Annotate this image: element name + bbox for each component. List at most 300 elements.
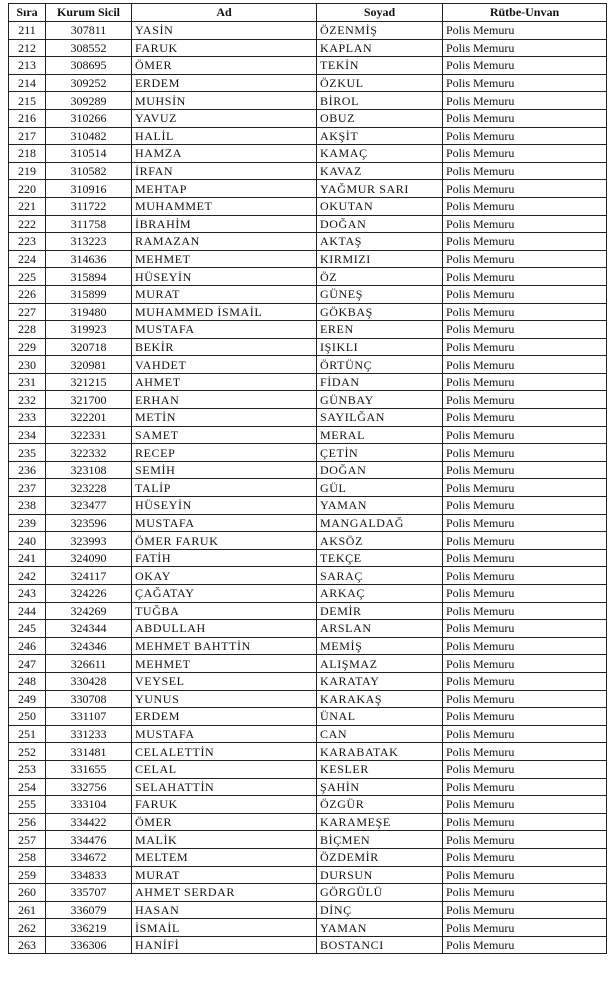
cell-sira: 254 (9, 778, 46, 796)
table-row (9, 338, 607, 356)
table-row (9, 426, 607, 444)
table-row (9, 22, 607, 40)
cell-ad: HANİFİ (132, 936, 317, 954)
cell-soyad: DOĞAN (317, 461, 443, 479)
cell-soyad: BOSTANCI (317, 936, 443, 954)
cell-kurum-sicil: 331107 (46, 708, 132, 726)
cell-rutbe-unvan: Polis Memuru (443, 57, 607, 75)
table-row (9, 602, 607, 620)
cell-sira: 248 (9, 672, 46, 690)
cell-soyad: KIRMIZI (317, 250, 443, 268)
cell-soyad: ARKAÇ (317, 585, 443, 603)
table-row (9, 145, 607, 163)
cell-kurum-sicil: 321700 (46, 391, 132, 409)
table-row (9, 39, 607, 57)
cell-soyad: DURSUN (317, 866, 443, 884)
cell-soyad: AKTAŞ (317, 233, 443, 251)
cell-sira: 262 (9, 919, 46, 937)
document-page (8, 3, 607, 954)
cell-soyad: ARSLAN (317, 620, 443, 638)
cell-kurum-sicil: 334672 (46, 848, 132, 866)
cell-soyad: KARABATAK (317, 743, 443, 761)
cell-ad: SEMİH (132, 461, 317, 479)
cell-rutbe-unvan: Polis Memuru (443, 127, 607, 145)
table-row (9, 180, 607, 198)
cell-soyad: ŞAHİN (317, 778, 443, 796)
cell-kurum-sicil: 324346 (46, 637, 132, 655)
cell-ad: MUHAMMED İSMAİL (132, 303, 317, 321)
cell-soyad: KAMAÇ (317, 145, 443, 163)
table-row (9, 444, 607, 462)
cell-soyad: KESLER (317, 760, 443, 778)
cell-sira: 232 (9, 391, 46, 409)
cell-soyad: GÜNBAY (317, 391, 443, 409)
cell-kurum-sicil: 334422 (46, 813, 132, 831)
cell-rutbe-unvan: Polis Memuru (443, 338, 607, 356)
cell-rutbe-unvan: Polis Memuru (443, 180, 607, 198)
table-row (9, 760, 607, 778)
cell-sira: 234 (9, 426, 46, 444)
cell-rutbe-unvan: Polis Memuru (443, 778, 607, 796)
cell-rutbe-unvan: Polis Memuru (443, 708, 607, 726)
cell-sira: 219 (9, 162, 46, 180)
cell-sira: 212 (9, 39, 46, 57)
cell-kurum-sicil: 323108 (46, 461, 132, 479)
table-row (9, 109, 607, 127)
cell-soyad: YAĞMUR SARI (317, 180, 443, 198)
cell-soyad: DEMİR (317, 602, 443, 620)
cell-soyad: CAN (317, 725, 443, 743)
table-row (9, 391, 607, 409)
table-row (9, 708, 607, 726)
cell-sira: 216 (9, 109, 46, 127)
table-row (9, 549, 607, 567)
cell-kurum-sicil: 313223 (46, 233, 132, 251)
cell-sira: 247 (9, 655, 46, 673)
cell-kurum-sicil: 336219 (46, 919, 132, 937)
table-row (9, 162, 607, 180)
cell-soyad: GÜNEŞ (317, 285, 443, 303)
cell-sira: 215 (9, 92, 46, 110)
cell-rutbe-unvan: Polis Memuru (443, 936, 607, 954)
cell-sira: 259 (9, 866, 46, 884)
table-row (9, 215, 607, 233)
cell-kurum-sicil: 323993 (46, 532, 132, 550)
cell-soyad: AKSÖZ (317, 532, 443, 550)
cell-ad: METİN (132, 409, 317, 427)
cell-sira: 246 (9, 637, 46, 655)
cell-rutbe-unvan: Polis Memuru (443, 391, 607, 409)
cell-ad: ERHAN (132, 391, 317, 409)
cell-sira: 218 (9, 145, 46, 163)
personnel-table (8, 3, 607, 954)
cell-sira: 238 (9, 497, 46, 515)
cell-ad: MUSTAFA (132, 514, 317, 532)
cell-sira: 222 (9, 215, 46, 233)
cell-ad: RAMAZAN (132, 233, 317, 251)
cell-rutbe-unvan: Polis Memuru (443, 796, 607, 814)
cell-ad: MURAT (132, 285, 317, 303)
cell-rutbe-unvan: Polis Memuru (443, 233, 607, 251)
cell-sira: 229 (9, 338, 46, 356)
cell-ad: FARUK (132, 796, 317, 814)
cell-sira: 242 (9, 567, 46, 585)
cell-soyad: ÖZENMİŞ (317, 22, 443, 40)
cell-soyad: DOĞAN (317, 215, 443, 233)
cell-rutbe-unvan: Polis Memuru (443, 268, 607, 286)
cell-ad: VAHDET (132, 356, 317, 374)
table-row (9, 725, 607, 743)
cell-soyad: EREN (317, 321, 443, 339)
table-row (9, 919, 607, 937)
cell-sira: 236 (9, 461, 46, 479)
cell-ad: YASİN (132, 22, 317, 40)
cell-soyad: YAMAN (317, 497, 443, 515)
cell-ad: MEHMET BAHTTİN (132, 637, 317, 655)
cell-kurum-sicil: 319923 (46, 321, 132, 339)
cell-soyad: DİNÇ (317, 901, 443, 919)
cell-rutbe-unvan: Polis Memuru (443, 215, 607, 233)
table-row (9, 796, 607, 814)
cell-ad: MEHMET (132, 250, 317, 268)
cell-kurum-sicil: 324090 (46, 549, 132, 567)
cell-soyad: YAMAN (317, 919, 443, 937)
cell-sira: 255 (9, 796, 46, 814)
table-row (9, 620, 607, 638)
cell-ad: MUHAMMET (132, 197, 317, 215)
cell-kurum-sicil: 310482 (46, 127, 132, 145)
header-kurum-sicil: Kurum Sicil (46, 4, 132, 22)
table-row (9, 778, 607, 796)
cell-rutbe-unvan: Polis Memuru (443, 479, 607, 497)
cell-soyad: OBUZ (317, 109, 443, 127)
cell-rutbe-unvan: Polis Memuru (443, 760, 607, 778)
table-row (9, 848, 607, 866)
cell-soyad: MEMİŞ (317, 637, 443, 655)
cell-rutbe-unvan: Polis Memuru (443, 373, 607, 391)
cell-sira: 217 (9, 127, 46, 145)
cell-ad: TALİP (132, 479, 317, 497)
cell-rutbe-unvan: Polis Memuru (443, 426, 607, 444)
cell-sira: 213 (9, 57, 46, 75)
cell-kurum-sicil: 310514 (46, 145, 132, 163)
cell-soyad: MERAL (317, 426, 443, 444)
cell-sira: 260 (9, 884, 46, 902)
cell-ad: BEKİR (132, 338, 317, 356)
cell-kurum-sicil: 330428 (46, 672, 132, 690)
cell-rutbe-unvan: Polis Memuru (443, 197, 607, 215)
cell-kurum-sicil: 311758 (46, 215, 132, 233)
cell-rutbe-unvan: Polis Memuru (443, 884, 607, 902)
cell-ad: MUSTAFA (132, 321, 317, 339)
cell-sira: 239 (9, 514, 46, 532)
cell-sira: 243 (9, 585, 46, 603)
cell-soyad: KAVAZ (317, 162, 443, 180)
cell-ad: CELAL (132, 760, 317, 778)
cell-sira: 249 (9, 690, 46, 708)
cell-soyad: SAYILĞAN (317, 409, 443, 427)
table-row (9, 690, 607, 708)
table-row (9, 250, 607, 268)
table-row (9, 655, 607, 673)
cell-sira: 237 (9, 479, 46, 497)
table-row (9, 74, 607, 92)
cell-ad: ÇAĞATAY (132, 585, 317, 603)
cell-ad: SAMET (132, 426, 317, 444)
cell-kurum-sicil: 323228 (46, 479, 132, 497)
cell-kurum-sicil: 335707 (46, 884, 132, 902)
cell-rutbe-unvan: Polis Memuru (443, 901, 607, 919)
table-body (9, 22, 607, 954)
cell-ad: YUNUS (132, 690, 317, 708)
cell-soyad: ÖZ (317, 268, 443, 286)
table-row (9, 514, 607, 532)
table-row (9, 285, 607, 303)
cell-sira: 240 (9, 532, 46, 550)
cell-ad: ÖMER (132, 57, 317, 75)
cell-kurum-sicil: 308695 (46, 57, 132, 75)
cell-kurum-sicil: 311722 (46, 197, 132, 215)
cell-rutbe-unvan: Polis Memuru (443, 655, 607, 673)
cell-rutbe-unvan: Polis Memuru (443, 303, 607, 321)
cell-rutbe-unvan: Polis Memuru (443, 848, 607, 866)
table-row (9, 356, 607, 374)
cell-ad: YAVUZ (132, 109, 317, 127)
cell-rutbe-unvan: Polis Memuru (443, 690, 607, 708)
cell-kurum-sicil: 330708 (46, 690, 132, 708)
cell-kurum-sicil: 310582 (46, 162, 132, 180)
cell-kurum-sicil: 324269 (46, 602, 132, 620)
cell-ad: FATİH (132, 549, 317, 567)
cell-kurum-sicil: 336079 (46, 901, 132, 919)
cell-soyad: OKUTAN (317, 197, 443, 215)
cell-sira: 244 (9, 602, 46, 620)
cell-rutbe-unvan: Polis Memuru (443, 409, 607, 427)
table-row (9, 743, 607, 761)
cell-sira: 221 (9, 197, 46, 215)
cell-sira: 257 (9, 831, 46, 849)
cell-soyad: TEKİN (317, 57, 443, 75)
cell-sira: 245 (9, 620, 46, 638)
cell-kurum-sicil: 333104 (46, 796, 132, 814)
cell-rutbe-unvan: Polis Memuru (443, 919, 607, 937)
table-row (9, 585, 607, 603)
cell-rutbe-unvan: Polis Memuru (443, 831, 607, 849)
cell-rutbe-unvan: Polis Memuru (443, 461, 607, 479)
cell-ad: HÜSEYİN (132, 497, 317, 515)
cell-soyad: ÇETİN (317, 444, 443, 462)
table-row (9, 233, 607, 251)
cell-ad: ERDEM (132, 708, 317, 726)
cell-kurum-sicil: 309289 (46, 92, 132, 110)
cell-sira: 253 (9, 760, 46, 778)
cell-sira: 233 (9, 409, 46, 427)
cell-kurum-sicil: 323477 (46, 497, 132, 515)
cell-ad: ERDEM (132, 74, 317, 92)
cell-kurum-sicil: 331233 (46, 725, 132, 743)
cell-sira: 228 (9, 321, 46, 339)
cell-rutbe-unvan: Polis Memuru (443, 585, 607, 603)
table-row (9, 497, 607, 515)
cell-ad: TUĞBA (132, 602, 317, 620)
cell-kurum-sicil: 326611 (46, 655, 132, 673)
table-row (9, 479, 607, 497)
cell-ad: MUSTAFA (132, 725, 317, 743)
cell-kurum-sicil: 331655 (46, 760, 132, 778)
cell-rutbe-unvan: Polis Memuru (443, 92, 607, 110)
cell-kurum-sicil: 310916 (46, 180, 132, 198)
cell-kurum-sicil: 334833 (46, 866, 132, 884)
cell-rutbe-unvan: Polis Memuru (443, 356, 607, 374)
table-row (9, 373, 607, 391)
cell-sira: 223 (9, 233, 46, 251)
cell-ad: SELAHATTİN (132, 778, 317, 796)
cell-rutbe-unvan: Polis Memuru (443, 444, 607, 462)
cell-ad: ÖMER (132, 813, 317, 831)
table-row (9, 321, 607, 339)
cell-ad: AHMET SERDAR (132, 884, 317, 902)
cell-rutbe-unvan: Polis Memuru (443, 866, 607, 884)
cell-kurum-sicil: 324117 (46, 567, 132, 585)
cell-ad: İBRAHİM (132, 215, 317, 233)
cell-sira: 227 (9, 303, 46, 321)
cell-soyad: ÖRTÜNÇ (317, 356, 443, 374)
table-row (9, 197, 607, 215)
cell-kurum-sicil: 314636 (46, 250, 132, 268)
cell-rutbe-unvan: Polis Memuru (443, 285, 607, 303)
cell-rutbe-unvan: Polis Memuru (443, 109, 607, 127)
cell-kurum-sicil: 319480 (46, 303, 132, 321)
cell-sira: 231 (9, 373, 46, 391)
cell-soyad: KARAMEŞE (317, 813, 443, 831)
table-header-row (9, 4, 607, 22)
cell-ad: RECEP (132, 444, 317, 462)
cell-rutbe-unvan: Polis Memuru (443, 672, 607, 690)
cell-ad: ABDULLAH (132, 620, 317, 638)
cell-ad: MUHSİN (132, 92, 317, 110)
cell-kurum-sicil: 322332 (46, 444, 132, 462)
cell-ad: HASAN (132, 901, 317, 919)
cell-sira: 230 (9, 356, 46, 374)
cell-kurum-sicil: 322201 (46, 409, 132, 427)
cell-soyad: MANGALDAĞ (317, 514, 443, 532)
cell-rutbe-unvan: Polis Memuru (443, 497, 607, 515)
cell-ad: MEHMET (132, 655, 317, 673)
cell-sira: 235 (9, 444, 46, 462)
cell-kurum-sicil: 315899 (46, 285, 132, 303)
table-row (9, 127, 607, 145)
cell-ad: OKAY (132, 567, 317, 585)
cell-rutbe-unvan: Polis Memuru (443, 549, 607, 567)
cell-soyad: AKŞİT (317, 127, 443, 145)
cell-kurum-sicil: 332756 (46, 778, 132, 796)
cell-sira: 214 (9, 74, 46, 92)
cell-kurum-sicil: 324226 (46, 585, 132, 603)
cell-ad: MELTEM (132, 848, 317, 866)
cell-sira: 225 (9, 268, 46, 286)
cell-kurum-sicil: 322331 (46, 426, 132, 444)
cell-ad: MEHTAP (132, 180, 317, 198)
cell-rutbe-unvan: Polis Memuru (443, 145, 607, 163)
cell-ad: AHMET (132, 373, 317, 391)
cell-ad: CELALETTİN (132, 743, 317, 761)
cell-ad: VEYSEL (132, 672, 317, 690)
table-row (9, 461, 607, 479)
cell-rutbe-unvan: Polis Memuru (443, 514, 607, 532)
cell-ad: HAMZA (132, 145, 317, 163)
cell-sira: 258 (9, 848, 46, 866)
cell-soyad: GÜL (317, 479, 443, 497)
cell-sira: 252 (9, 743, 46, 761)
table-row (9, 637, 607, 655)
cell-soyad: FİDAN (317, 373, 443, 391)
cell-rutbe-unvan: Polis Memuru (443, 532, 607, 550)
cell-soyad: KARAKAŞ (317, 690, 443, 708)
header-sira: Sıra (9, 4, 46, 22)
cell-soyad: GÖRGÜLÜ (317, 884, 443, 902)
cell-soyad: GÖKBAŞ (317, 303, 443, 321)
cell-ad: MURAT (132, 866, 317, 884)
cell-kurum-sicil: 308552 (46, 39, 132, 57)
cell-soyad: IŞIKLI (317, 338, 443, 356)
cell-soyad: ÜNAL (317, 708, 443, 726)
cell-kurum-sicil: 334476 (46, 831, 132, 849)
cell-ad: MALİK (132, 831, 317, 849)
cell-soyad: ALIŞMAZ (317, 655, 443, 673)
table-row (9, 567, 607, 585)
cell-rutbe-unvan: Polis Memuru (443, 22, 607, 40)
table-row (9, 532, 607, 550)
header-ad: Ad (132, 4, 317, 22)
cell-ad: HÜSEYİN (132, 268, 317, 286)
cell-kurum-sicil: 307811 (46, 22, 132, 40)
cell-sira: 224 (9, 250, 46, 268)
table-row (9, 884, 607, 902)
cell-sira: 251 (9, 725, 46, 743)
header-soyad: Soyad (317, 4, 443, 22)
cell-ad: İRFAN (132, 162, 317, 180)
cell-rutbe-unvan: Polis Memuru (443, 620, 607, 638)
cell-kurum-sicil: 324344 (46, 620, 132, 638)
cell-sira: 261 (9, 901, 46, 919)
cell-rutbe-unvan: Polis Memuru (443, 743, 607, 761)
cell-kurum-sicil: 315894 (46, 268, 132, 286)
table-row (9, 936, 607, 954)
cell-soyad: KARATAY (317, 672, 443, 690)
cell-soyad: ÖZGÜR (317, 796, 443, 814)
cell-kurum-sicil: 331481 (46, 743, 132, 761)
cell-sira: 211 (9, 22, 46, 40)
cell-kurum-sicil: 309252 (46, 74, 132, 92)
cell-soyad: BİROL (317, 92, 443, 110)
cell-soyad: KAPLAN (317, 39, 443, 57)
cell-rutbe-unvan: Polis Memuru (443, 567, 607, 585)
cell-ad: HALİL (132, 127, 317, 145)
cell-ad: İSMAİL (132, 919, 317, 937)
cell-soyad: ÖZDEMİR (317, 848, 443, 866)
cell-kurum-sicil: 336306 (46, 936, 132, 954)
cell-rutbe-unvan: Polis Memuru (443, 162, 607, 180)
cell-rutbe-unvan: Polis Memuru (443, 321, 607, 339)
table-row (9, 831, 607, 849)
cell-kurum-sicil: 321215 (46, 373, 132, 391)
table-row (9, 672, 607, 690)
table-row (9, 409, 607, 427)
cell-sira: 250 (9, 708, 46, 726)
cell-kurum-sicil: 310266 (46, 109, 132, 127)
cell-sira: 263 (9, 936, 46, 954)
cell-rutbe-unvan: Polis Memuru (443, 725, 607, 743)
